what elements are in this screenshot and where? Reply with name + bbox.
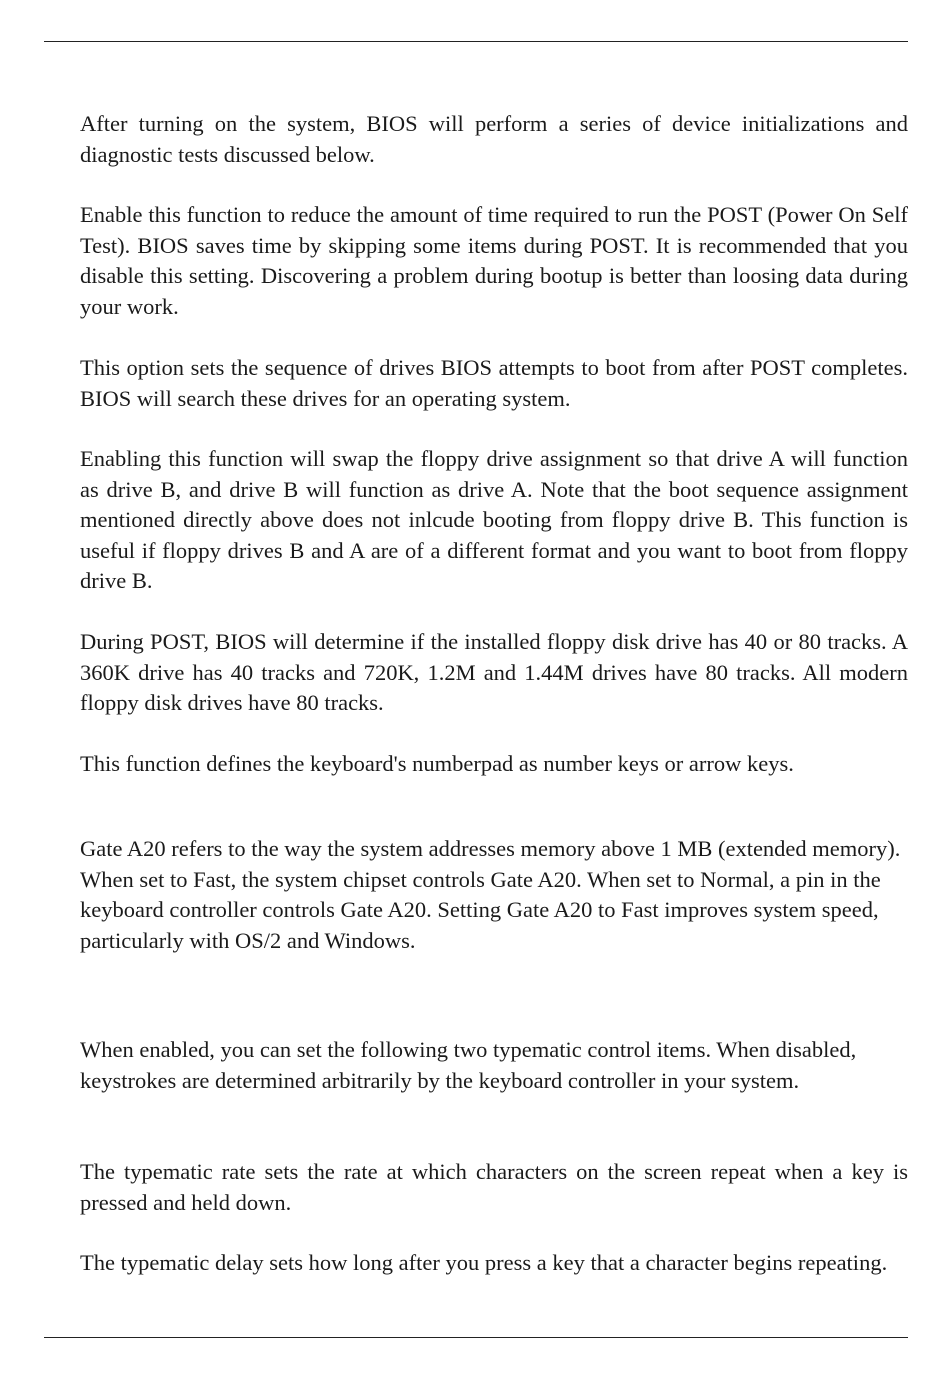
bottom-rule xyxy=(44,1337,908,1338)
paragraph-typematic-delay: The typematic delay sets how long after you press a key that a character begins repeating. xyxy=(80,1250,888,1275)
top-rule xyxy=(44,41,908,42)
paragraph-quick-post: Enable this function to reduce the amount of time required to run the POST (Power On Self Test). BIOS saves time by skipping some items during POST. It is recommended that you disable this setting. Discovering a problem during bootup is better than loosing data during your work. xyxy=(80,202,908,319)
paragraph-gate-a20: Gate A20 refers to the way the system addresses memory above 1 MB (extended memory). When set to Fast, the system chipset controls Gate A20. When set to Normal, a pin in the keyboard controller controls Gate A20. Setting Gate A20 to Fast improves system speed, particularly with OS/2 and Windows. xyxy=(80,836,901,953)
paragraph-typematic-rate: The typematic rate sets the rate at which characters on the screen repeat when a key is pressed and held down. xyxy=(80,1159,908,1215)
paragraph-swap-floppy: Enabling this function will swap the floppy drive assignment so that drive A will function as drive B, and drive B will function as drive A. Note that the boot sequence assignment mentioned directly above does not inlcude booting from floppy drive B. This function is useful if floppy drives B and A are of a different format and you want to boot from floppy drive B. xyxy=(80,446,908,593)
paragraph-boot-sequence: This option sets the sequence of drives BIOS attempts to boot from after POST completes. BIOS will search these drives for an operating system. xyxy=(80,355,908,411)
paragraph-numlock: This function defines the keyboard's numberpad as number keys or arrow keys. xyxy=(80,751,794,776)
paragraph-floppy-seek: During POST, BIOS will determine if the installed floppy disk drive has 40 or 80 tracks. A 360K drive has 40 tracks and 720K, 1.2M and 1.44M drives have 80 tracks. All modern floppy disk drives have 80 tracks. xyxy=(80,629,908,715)
paragraph-typematic-setting: When enabled, you can set the following two typematic control items. When disabled, keystrokes are determined arbitrarily by the keyboard controller in your system. xyxy=(80,1037,857,1093)
paragraph-post-intro: After turning on the system, BIOS will perform a series of device initializations and diagnostic tests discussed below. xyxy=(80,111,908,167)
